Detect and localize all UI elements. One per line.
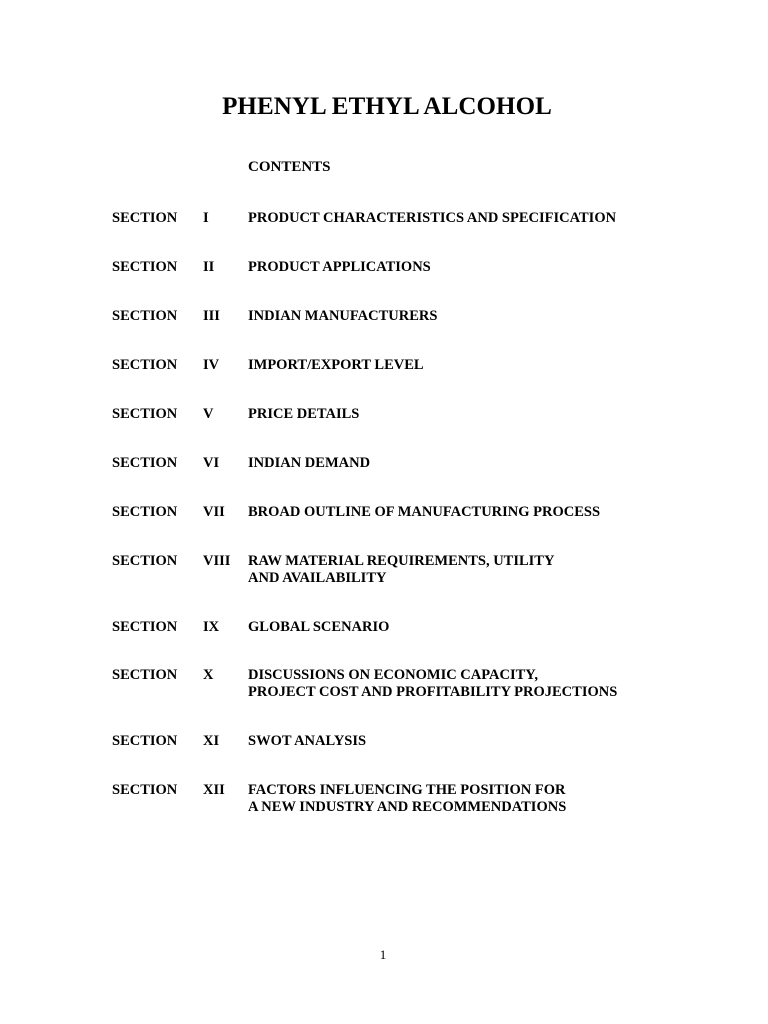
- contents-heading: CONTENTS: [248, 159, 331, 175]
- toc-section-numeral: III: [203, 308, 220, 324]
- toc-title-line: BROAD OUTLINE OF MANUFACTURING PROCESS: [248, 504, 601, 520]
- toc-section-title: [248, 308, 668, 325]
- toc-section-title: [248, 259, 668, 276]
- toc-title-line: INDIAN MANUFACTURERS: [248, 308, 438, 324]
- toc-section-label: SECTION: [112, 504, 178, 520]
- toc-section-title: [248, 619, 668, 636]
- toc-section-title: [248, 455, 668, 472]
- toc-section-title: [248, 782, 668, 816]
- toc-section-title: [248, 553, 668, 587]
- toc-section-numeral: V: [203, 406, 214, 422]
- toc-section-numeral: X: [203, 667, 214, 683]
- toc-section-label: SECTION: [112, 357, 178, 373]
- toc-section-label: SECTION: [112, 619, 178, 635]
- toc-title-line: INDIAN DEMAND: [248, 455, 371, 471]
- toc-section-label: SECTION: [112, 782, 178, 798]
- toc-title-line: PRICE DETAILS: [248, 406, 360, 422]
- toc-title-line: IMPORT/EXPORT LEVEL: [248, 357, 424, 373]
- toc-section-title: [248, 667, 668, 701]
- toc-section-label: SECTION: [112, 667, 178, 683]
- toc-title-line: PRODUCT APPLICATIONS: [248, 259, 431, 275]
- toc-title-line: A NEW INDUSTRY AND RECOMMENDATIONS: [248, 799, 567, 815]
- toc-section-numeral: XI: [203, 733, 220, 749]
- toc-section-numeral: I: [203, 210, 209, 226]
- toc-title-line: SWOT ANALYSIS: [248, 733, 367, 749]
- toc-section-label: SECTION: [112, 733, 178, 749]
- toc-section-title: [248, 733, 668, 750]
- toc-section-title: [248, 357, 668, 374]
- toc-title-line: RAW MATERIAL REQUIREMENTS, UTILITY: [248, 553, 555, 569]
- toc-section-label: SECTION: [112, 259, 178, 275]
- toc-section-numeral: VII: [203, 504, 225, 520]
- toc-section-label: SECTION: [112, 455, 178, 471]
- document-title: PHENYL ETHYL ALCOHOL: [222, 93, 552, 120]
- toc-title-line: PROJECT COST AND PROFITABILITY PROJECTIONS: [248, 684, 618, 700]
- toc-section-title: [248, 406, 668, 423]
- toc-section-numeral: VI: [203, 455, 220, 471]
- toc-section-numeral: VIII: [203, 553, 231, 569]
- toc-section-numeral: IV: [203, 357, 220, 373]
- toc-section-numeral: IX: [203, 619, 220, 635]
- toc-title-line: AND AVAILABILITY: [248, 570, 387, 586]
- toc-section-label: SECTION: [112, 308, 178, 324]
- toc-title-line: PRODUCT CHARACTERISTICS AND SPECIFICATION: [248, 210, 617, 226]
- toc-section-label: SECTION: [112, 210, 178, 226]
- toc-title-line: GLOBAL SCENARIO: [248, 619, 390, 635]
- toc-section-title: [248, 210, 668, 227]
- toc-section-numeral: II: [203, 259, 215, 275]
- toc-title-line: FACTORS INFLUENCING THE POSITION FOR: [248, 782, 566, 798]
- toc-title-line: DISCUSSIONS ON ECONOMIC CAPACITY,: [248, 667, 539, 683]
- toc-section-label: SECTION: [112, 553, 178, 569]
- toc-section-label: SECTION: [112, 406, 178, 422]
- page-number: 1: [379, 947, 387, 962]
- toc-section-title: [248, 504, 668, 521]
- toc-section-numeral: XII: [203, 782, 225, 798]
